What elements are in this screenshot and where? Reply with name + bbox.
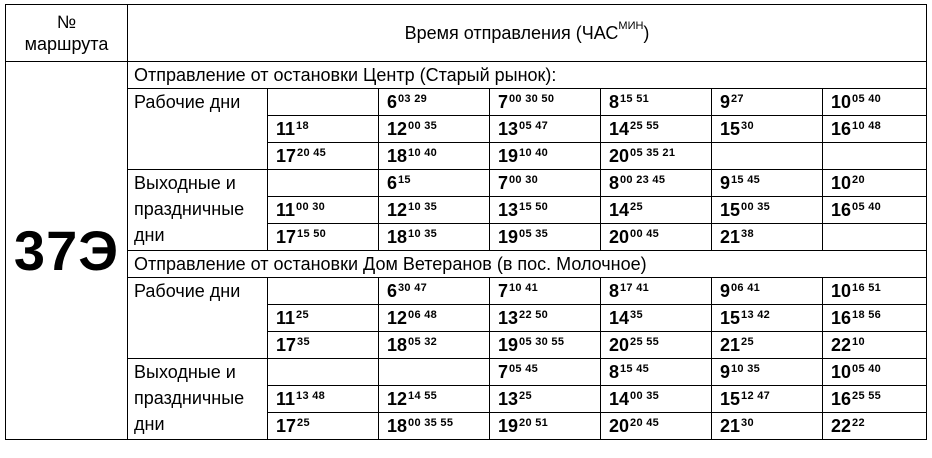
table-row [6, 359, 927, 386]
departure-minutes: 25 55 [630, 335, 660, 348]
day-type-label [128, 359, 268, 440]
time-cell [379, 116, 490, 143]
departure-hour: 20 [609, 334, 630, 355]
departure-minutes: 05 35 [519, 227, 549, 240]
departure-hour: 16 [831, 307, 852, 328]
departure-minutes: 25 55 [630, 119, 660, 132]
departure-hour: 11 [276, 307, 296, 328]
time-cell [379, 224, 490, 251]
departure-minutes: 18 56 [852, 308, 882, 321]
departure-hour: 11 [276, 388, 296, 409]
departure-hour: 20 [609, 226, 630, 247]
departure-hour: 6 [387, 91, 398, 112]
departure-hour: 7 [498, 361, 509, 382]
departure-hour: 10 [831, 91, 852, 112]
table-row [6, 89, 927, 116]
header-title-end: ) [643, 22, 650, 43]
time-cell [712, 278, 823, 305]
day-type-line: дни [134, 414, 165, 434]
departure-hour: 18 [387, 415, 408, 436]
time-cell [268, 143, 379, 170]
departure-hour: 12 [387, 118, 408, 139]
departure-hour: 16 [831, 118, 852, 139]
time-cell [490, 332, 601, 359]
departure-minutes: 27 [731, 92, 744, 105]
departure-hour: 15 [720, 199, 741, 220]
time-cell [490, 143, 601, 170]
header-title-sup: МИН [618, 19, 644, 32]
time-cell [823, 89, 927, 116]
departure-minutes: 00 35 [408, 119, 438, 132]
departure-hour: 17 [276, 145, 297, 166]
time-cell [712, 359, 823, 386]
time-cell [379, 413, 490, 440]
time-cell [268, 278, 379, 305]
departure-minutes: 00 23 45 [620, 173, 666, 186]
time-cell [379, 197, 490, 224]
departure-hour: 15 [720, 307, 741, 328]
departure-minutes: 25 [630, 200, 643, 213]
time-cell [601, 224, 712, 251]
time-cell [268, 332, 379, 359]
time-cell [490, 197, 601, 224]
time-cell [379, 278, 490, 305]
departure-minutes: 25 [297, 416, 310, 429]
departure-minutes: 00 35 [630, 389, 660, 402]
departure-hour: 6 [387, 172, 398, 193]
departure-hour: 19 [498, 415, 519, 436]
day-type-line: праздничные [134, 199, 245, 219]
departure-minutes: 20 45 [630, 416, 660, 429]
departure-minutes: 10 [852, 335, 865, 348]
time-cell [601, 305, 712, 332]
time-cell [823, 278, 927, 305]
departure-minutes: 10 40 [408, 146, 438, 159]
departure-hour: 9 [720, 361, 731, 382]
time-cell [490, 386, 601, 413]
time-cell [601, 116, 712, 143]
day-type-line: Выходные и [134, 362, 236, 382]
time-cell [490, 116, 601, 143]
time-cell [268, 359, 379, 386]
time-cell [712, 143, 823, 170]
departure-minutes: 13 48 [296, 389, 326, 402]
departure-minutes: 38 [741, 227, 754, 240]
time-cell [601, 332, 712, 359]
time-cell [712, 224, 823, 251]
departure-hour: 15 [720, 388, 741, 409]
departure-minutes: 25 [296, 308, 309, 321]
table-row [6, 170, 927, 197]
day-type-label [128, 278, 268, 359]
departure-hour: 15 [720, 118, 741, 139]
day-type-line: праздничные [134, 388, 245, 408]
departure-hour: 9 [720, 172, 731, 193]
departure-minutes: 25 55 [852, 389, 882, 402]
route-header-line1: № [56, 12, 77, 32]
departure-minutes: 05 32 [408, 335, 438, 348]
departure-hour: 13 [498, 118, 519, 139]
time-cell [601, 143, 712, 170]
departure-hour: 14 [609, 199, 630, 220]
departure-hour: 10 [831, 172, 852, 193]
time-cell [712, 170, 823, 197]
departure-minutes: 10 35 [408, 227, 438, 240]
departure-hour: 19 [498, 226, 519, 247]
time-cell [823, 413, 927, 440]
departure-minutes: 00 30 50 [509, 92, 555, 105]
table-row [6, 278, 927, 305]
time-cell [379, 386, 490, 413]
time-cell [490, 359, 601, 386]
time-cell [823, 359, 927, 386]
departure-hour: 19 [498, 334, 519, 355]
departure-hour: 14 [609, 118, 630, 139]
departure-minutes: 15 50 [297, 227, 327, 240]
day-type-line: Рабочие дни [134, 281, 241, 301]
time-cell [712, 116, 823, 143]
departure-minutes: 12 47 [741, 389, 771, 402]
departure-minutes: 10 35 [731, 362, 761, 375]
time-cell [268, 89, 379, 116]
section-row [6, 251, 927, 278]
departure-minutes: 05 47 [519, 119, 549, 132]
departure-minutes: 22 50 [519, 308, 549, 321]
departure-minutes: 16 51 [852, 281, 882, 294]
departure-hour: 16 [831, 388, 852, 409]
departure-minutes: 05 40 [852, 92, 882, 105]
time-cell [490, 170, 601, 197]
departure-minutes: 10 35 [408, 200, 438, 213]
time-cell [268, 386, 379, 413]
departure-hour: 18 [387, 334, 408, 355]
departure-minutes: 10 40 [519, 146, 549, 159]
route-number: 37Э [6, 62, 128, 440]
departure-minutes: 30 47 [398, 281, 428, 294]
departure-minutes: 10 48 [852, 119, 882, 132]
departure-hour: 17 [276, 415, 297, 436]
time-cell [268, 116, 379, 143]
departure-hour: 21 [720, 334, 741, 355]
time-cell [823, 116, 927, 143]
departure-minutes: 06 48 [408, 308, 438, 321]
departure-minutes: 00 30 [509, 173, 539, 186]
departure-minutes: 18 [296, 119, 309, 132]
time-cell [823, 143, 927, 170]
time-cell [268, 413, 379, 440]
departure-minutes: 17 41 [620, 281, 650, 294]
time-cell [823, 197, 927, 224]
time-cell [268, 197, 379, 224]
departure-minutes: 03 29 [398, 92, 428, 105]
time-cell [601, 413, 712, 440]
departure-hour: 6 [387, 280, 398, 301]
departure-minutes: 15 45 [620, 362, 650, 375]
departure-minutes: 25 [741, 335, 754, 348]
departure-hour: 19 [498, 145, 519, 166]
departure-hour: 11 [276, 199, 296, 220]
departure-hour: 21 [720, 415, 741, 436]
time-cell [712, 197, 823, 224]
time-cell [823, 305, 927, 332]
departure-hour: 22 [831, 415, 852, 436]
departure-hour: 13 [498, 388, 519, 409]
time-cell [712, 89, 823, 116]
time-cell [712, 386, 823, 413]
departure-minutes: 22 [852, 416, 865, 429]
departure-hour: 10 [831, 361, 852, 382]
departure-minutes: 00 35 [741, 200, 771, 213]
departure-time-header [128, 5, 927, 62]
departure-hour: 8 [609, 280, 620, 301]
section-title: Отправление от остановки Центр (Старый рынок): [128, 62, 927, 89]
time-cell [712, 413, 823, 440]
departure-minutes: 00 30 [296, 200, 326, 213]
departure-hour: 7 [498, 91, 509, 112]
departure-minutes: 35 [630, 308, 643, 321]
time-cell [601, 197, 712, 224]
departure-hour: 16 [831, 199, 852, 220]
route-header-line2: маршрута [24, 34, 109, 54]
departure-minutes: 15 [398, 173, 411, 186]
time-cell [490, 413, 601, 440]
departure-hour: 12 [387, 199, 408, 220]
departure-minutes: 15 45 [731, 173, 761, 186]
time-cell [490, 224, 601, 251]
departure-hour: 20 [609, 415, 630, 436]
time-cell [712, 305, 823, 332]
section-row [6, 62, 927, 89]
departure-minutes: 05 40 [852, 362, 882, 375]
departure-minutes: 20 45 [297, 146, 327, 159]
time-cell [268, 224, 379, 251]
departure-minutes: 05 45 [509, 362, 539, 375]
departure-minutes: 00 35 55 [408, 416, 454, 429]
departure-minutes: 15 50 [519, 200, 549, 213]
day-type-line: Выходные и [134, 173, 236, 193]
departure-hour: 18 [387, 226, 408, 247]
time-cell [490, 89, 601, 116]
time-cell [268, 170, 379, 197]
departure-minutes: 15 51 [620, 92, 650, 105]
time-cell [601, 278, 712, 305]
departure-hour: 14 [609, 307, 630, 328]
departure-hour: 8 [609, 361, 620, 382]
header-row [6, 5, 927, 62]
departure-minutes: 13 42 [741, 308, 771, 321]
departure-hour: 20 [609, 145, 630, 166]
time-cell [268, 305, 379, 332]
time-cell [601, 386, 712, 413]
departure-minutes: 05 30 55 [519, 335, 565, 348]
time-cell [712, 332, 823, 359]
departure-hour: 17 [276, 334, 297, 355]
time-cell [823, 170, 927, 197]
time-cell [601, 359, 712, 386]
departure-minutes: 05 40 [852, 200, 882, 213]
time-cell [823, 332, 927, 359]
departure-minutes: 10 41 [509, 281, 539, 294]
departure-minutes: 30 [741, 119, 754, 132]
departure-hour: 10 [831, 280, 852, 301]
time-cell [823, 386, 927, 413]
departure-minutes: 00 45 [630, 227, 660, 240]
day-type-line: дни [134, 225, 165, 245]
departure-hour: 12 [387, 388, 408, 409]
departure-hour: 9 [720, 280, 731, 301]
time-cell [490, 305, 601, 332]
departure-minutes: 20 [852, 173, 865, 186]
time-cell [601, 170, 712, 197]
departure-hour: 22 [831, 334, 852, 355]
departure-hour: 7 [498, 172, 509, 193]
route-number-header [6, 5, 128, 62]
departure-hour: 8 [609, 172, 620, 193]
departure-hour: 11 [276, 118, 296, 139]
departure-minutes: 20 51 [519, 416, 549, 429]
time-cell [379, 170, 490, 197]
departure-minutes: 14 55 [408, 389, 438, 402]
departure-minutes: 30 [741, 416, 754, 429]
departure-hour: 12 [387, 307, 408, 328]
departure-minutes: 05 35 21 [630, 146, 676, 159]
departure-hour: 7 [498, 280, 509, 301]
time-cell [379, 89, 490, 116]
section-title: Отправление от остановки Дом Ветеранов (в пос. Молочное) [128, 251, 927, 278]
departure-hour: 14 [609, 388, 630, 409]
day-type-label [128, 89, 268, 170]
time-cell [823, 224, 927, 251]
departure-minutes: 25 [519, 389, 532, 402]
departure-hour: 21 [720, 226, 741, 247]
schedule-table [5, 4, 927, 440]
departure-minutes: 06 41 [731, 281, 761, 294]
time-cell [490, 278, 601, 305]
departure-hour: 8 [609, 91, 620, 112]
departure-hour: 13 [498, 199, 519, 220]
time-cell [379, 143, 490, 170]
day-type-label [128, 170, 268, 251]
time-cell [601, 89, 712, 116]
time-cell [379, 332, 490, 359]
departure-hour: 17 [276, 226, 297, 247]
departure-minutes: 35 [297, 335, 310, 348]
departure-hour: 13 [498, 307, 519, 328]
header-title-main: Время отправления (ЧАС [404, 22, 619, 43]
departure-hour: 9 [720, 91, 731, 112]
time-cell [379, 359, 490, 386]
day-type-line: Рабочие дни [134, 92, 241, 112]
departure-hour: 18 [387, 145, 408, 166]
time-cell [379, 305, 490, 332]
